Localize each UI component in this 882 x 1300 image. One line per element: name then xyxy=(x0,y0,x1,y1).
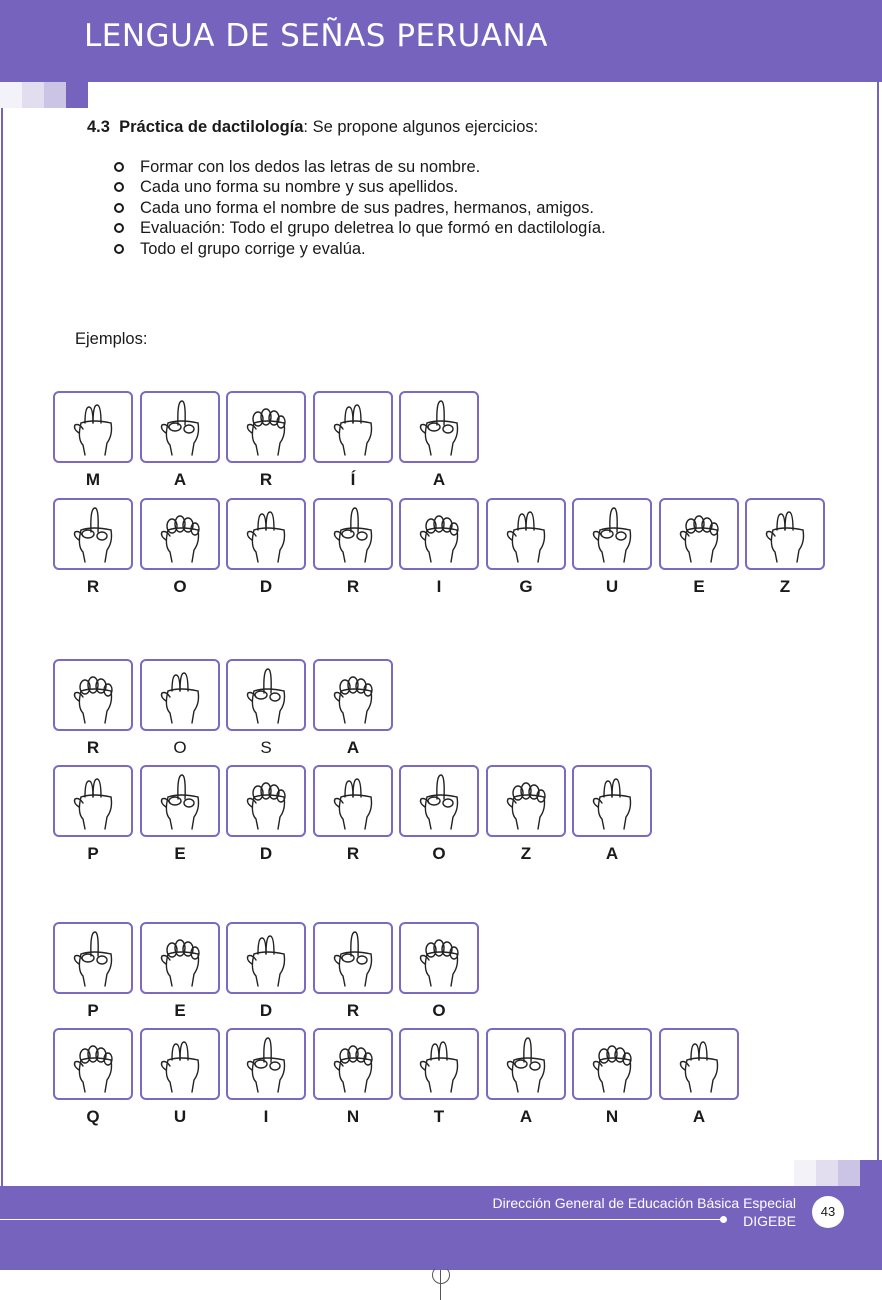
sign-letter: N xyxy=(346,1107,360,1126)
list-item-text: Cada uno forma su nombre y sus apellidos. xyxy=(140,178,459,197)
sign-letter: E xyxy=(174,1001,186,1020)
list-item-text: Evaluación: Todo el grupo deletrea lo que formó en dactilología. xyxy=(140,219,606,238)
page-header xyxy=(0,0,882,82)
sign-card xyxy=(140,765,220,837)
sign-letter: I xyxy=(436,577,442,596)
footer-divider xyxy=(0,1219,724,1220)
sign-letter: E xyxy=(174,844,186,863)
sign-letter: D xyxy=(259,577,273,596)
sign-card xyxy=(313,765,393,837)
sign-letter: D xyxy=(259,1001,273,1020)
sign-card xyxy=(572,765,652,837)
sign-card xyxy=(745,498,825,570)
sign-card xyxy=(53,659,133,731)
sign-card xyxy=(53,498,133,570)
sign-card xyxy=(399,1028,479,1100)
sign-card xyxy=(313,659,393,731)
sign-card xyxy=(659,498,739,570)
sign-card xyxy=(486,765,566,837)
sign-letter: D xyxy=(259,844,273,863)
sign-card xyxy=(53,391,133,463)
bullet-icon xyxy=(114,162,124,172)
list-item-text: Formar con los dedos las letras de su nombre. xyxy=(140,158,481,176)
sign-letter: G xyxy=(519,577,533,596)
sign-letter: Í xyxy=(350,470,356,489)
sign-card xyxy=(226,498,306,570)
sign-card xyxy=(486,498,566,570)
sign-letter: Z xyxy=(520,844,532,863)
sign-letter: A xyxy=(692,1107,706,1126)
sign-card xyxy=(140,1028,220,1100)
sign-letter: A xyxy=(605,844,619,863)
sign-card xyxy=(313,1028,393,1100)
crop-mark-circle xyxy=(432,1266,450,1284)
sign-letter: A xyxy=(432,470,446,489)
footer-dot-icon xyxy=(720,1216,727,1223)
page-number: 43 xyxy=(812,1196,844,1228)
sign-letter: N xyxy=(605,1107,619,1126)
sign-card xyxy=(659,1028,739,1100)
list-item xyxy=(114,157,606,177)
header-decoration xyxy=(0,82,88,108)
sign-card xyxy=(313,391,393,463)
sign-letter: Z xyxy=(779,577,791,596)
sign-letter: O xyxy=(173,738,187,757)
sign-card xyxy=(53,922,133,994)
sign-letter: I xyxy=(263,1107,269,1126)
sign-letter: Q xyxy=(86,1107,100,1126)
examples-label: Ejemplos: xyxy=(75,330,148,348)
sign-letter: S xyxy=(260,738,272,757)
sign-card xyxy=(226,765,306,837)
sign-card xyxy=(53,1028,133,1100)
sign-letter: O xyxy=(173,577,187,596)
bullet-icon xyxy=(114,244,124,254)
bullet-icon xyxy=(114,223,124,233)
list-item-text: Cada uno forma el nombre de sus padres, hermanos, amigos. xyxy=(140,198,594,217)
sign-letter: P xyxy=(87,844,99,863)
sign-card xyxy=(226,1028,306,1100)
sign-letter: R xyxy=(346,1001,360,1020)
sign-letter: O xyxy=(432,1001,446,1020)
list-item xyxy=(114,177,606,197)
sign-card xyxy=(399,765,479,837)
sign-card xyxy=(399,391,479,463)
header-title: LENGUA DE SEÑAS PERUANA xyxy=(84,18,548,54)
sign-letter: R xyxy=(259,470,273,489)
sign-letter: A xyxy=(173,470,187,489)
sign-card xyxy=(226,391,306,463)
sign-letter: A xyxy=(519,1107,533,1126)
footer-abbreviation: DIGEBE xyxy=(743,1213,796,1229)
footer-decoration xyxy=(794,1160,882,1186)
bullet-icon xyxy=(114,203,124,213)
sign-letter: U xyxy=(605,577,619,596)
sign-card xyxy=(140,391,220,463)
bullet-icon xyxy=(114,182,124,192)
sign-letter: O xyxy=(432,844,446,863)
list-item xyxy=(114,198,606,218)
sign-card xyxy=(572,498,652,570)
list-item-text: Todo el grupo corrige y evalúa. xyxy=(140,239,366,258)
exercise-list xyxy=(114,157,606,259)
list-item xyxy=(114,239,606,259)
list-item xyxy=(114,218,606,238)
sign-card xyxy=(399,498,479,570)
footer-organization: Dirección General de Educación Básica Especial xyxy=(492,1195,796,1211)
sign-card xyxy=(399,922,479,994)
sign-letter: A xyxy=(346,738,360,757)
sign-letter: M xyxy=(85,470,101,489)
sign-letter: T xyxy=(433,1107,445,1126)
sign-letter: E xyxy=(693,577,705,596)
sign-letter: P xyxy=(87,1001,99,1020)
sign-card xyxy=(313,922,393,994)
section-number: 4.3 xyxy=(87,118,110,136)
sign-card xyxy=(226,922,306,994)
sign-letter: R xyxy=(86,738,100,757)
sign-card xyxy=(486,1028,566,1100)
section-title: Práctica de dactilología xyxy=(119,118,304,136)
sign-card xyxy=(53,765,133,837)
section-heading xyxy=(87,118,538,137)
section-intro: : Se propone algunos ejercicios: xyxy=(303,118,539,136)
sign-card xyxy=(140,922,220,994)
sign-card xyxy=(572,1028,652,1100)
sign-card xyxy=(226,659,306,731)
sign-letter: R xyxy=(86,577,100,596)
sign-card xyxy=(313,498,393,570)
sign-letter: R xyxy=(346,844,360,863)
sign-letter: R xyxy=(346,577,360,596)
sign-card xyxy=(140,659,220,731)
sign-card xyxy=(140,498,220,570)
sign-letter: U xyxy=(173,1107,187,1126)
